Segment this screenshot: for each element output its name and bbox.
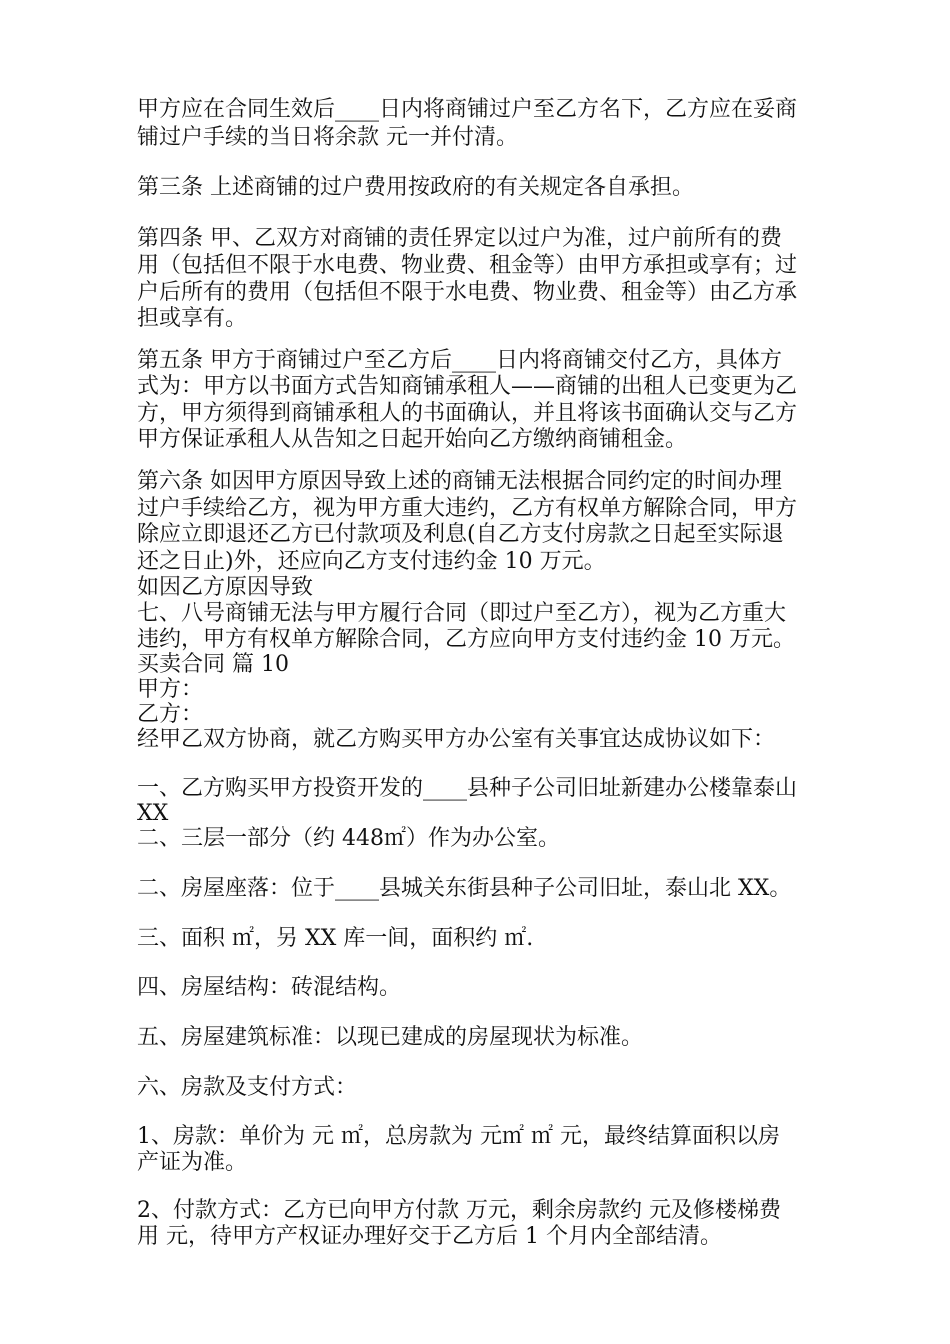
paragraph-line: 户后所有的费用（包括但不限于水电费、物业费、租金等）由乙方承: [137, 280, 798, 305]
article-3-line: 第三条 上述商铺的过户费用按政府的有关规定各自承担。: [137, 175, 694, 200]
party-b-label: 乙方：: [137, 702, 204, 727]
paragraph-line: 违约，甲方有权单方解除合同，乙方应向甲方支付违约金 10 万元。: [137, 627, 795, 652]
paragraph-line: 除应立即退还乙方已付款项及利息(自乙方支付房款之日起至实际退: [137, 522, 784, 547]
paragraph-line: 铺过户手续的当日将余款 元一并付清。: [137, 125, 518, 150]
article-5-line: 第五条 甲方于商铺过户至乙方后____日内将商铺交付乙方，具体方: [137, 348, 782, 373]
intro-line: 经甲乙双方协商，就乙方购买甲方办公室有关事宜达成协议如下：: [137, 727, 776, 752]
clause-3-line: 三、面积 ㎡，另 XX 库一间，面积约 ㎡.: [137, 926, 534, 951]
clause-4-line: 四、房屋结构：砖混结构。: [137, 975, 402, 1000]
article-4-line: 第四条 甲、乙双方对商铺的责任界定以过户为准，过户前所有的费: [137, 226, 782, 251]
paragraph-line: 用 元，待甲方产权证办理好交于乙方后 1 个月内全部结清。: [137, 1224, 722, 1249]
paragraph-line: 甲方应在合同生效后____日内将商铺过户至乙方名下，乙方应在妥商: [137, 97, 798, 122]
paragraph-line: 方，甲方须得到商铺承租人的书面确认，并且将该书面确认交与乙方: [137, 401, 798, 426]
party-a-label: 甲方：: [137, 677, 204, 702]
sub-clause-1-line: 1、房款：单价为 元 ㎡，总房款为 元㎡ ㎡ 元，最终结算面积以房: [137, 1124, 780, 1149]
paragraph-line: 式为：甲方以书面方式告知商铺承租人——商铺的出租人已变更为乙: [137, 374, 798, 399]
paragraph-line: 如因乙方原因导致: [137, 575, 314, 600]
section-title: 买卖合同 篇 10: [137, 652, 289, 677]
paragraph-line: 担或享有。: [137, 306, 248, 331]
clause-5-line: 五、房屋建筑标准：以现已建成的房屋现状为标准。: [137, 1025, 644, 1050]
article-6-line: 第六条 如因甲方原因导致上述的商铺无法根据合同约定的时间办理: [137, 469, 782, 494]
paragraph-line: 产证为准。: [137, 1150, 248, 1175]
paragraph-line: 用（包括但不限于水电费、物业费、租金等）由甲方承担或享有；过: [137, 253, 798, 278]
paragraph-line: 二、三层一部分（约 448㎡）作为办公室。: [137, 826, 560, 851]
paragraph-line: 还之日止)外，还应向乙方支付违约金 10 万元。: [137, 549, 606, 574]
paragraph-line: 甲方保证承租人从告知之日起开始向乙方缴纳商铺租金。: [137, 427, 688, 452]
clause-1-line: 一、乙方购买甲方投资开发的____县种子公司旧址新建办公楼靠泰山: [137, 776, 798, 801]
sub-clause-2-line: 2、付款方式：乙方已向甲方付款 万元，剩余房款约 元及修楼梯费: [137, 1198, 781, 1223]
paragraph-line: XX: [137, 801, 169, 826]
paragraph-line: 七、八号商铺无法与甲方履行合同（即过户至乙方），视为乙方重大: [137, 601, 787, 626]
paragraph-line: 过户手续给乙方，视为甲方重大违约，乙方有权单方解除合同，甲方: [137, 496, 798, 521]
clause-6-line: 六、房款及支付方式：: [137, 1075, 358, 1100]
clause-2-line: 二、房屋座落：位于____县城关东街县种子公司旧址，泰山北 XX。: [137, 876, 792, 901]
